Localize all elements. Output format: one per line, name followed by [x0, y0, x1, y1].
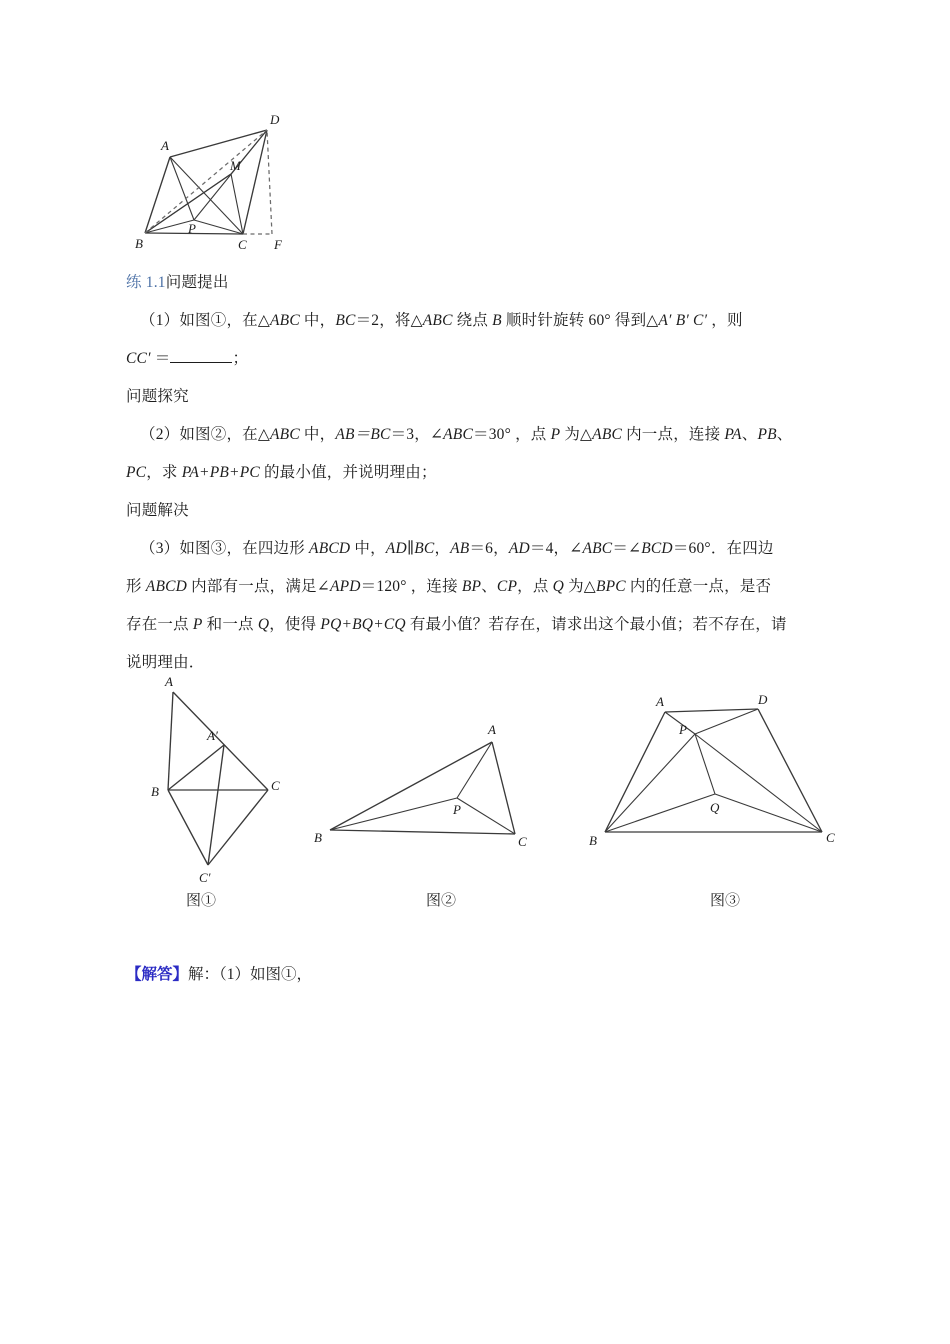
fig1-label-A-prime: A′: [207, 728, 218, 743]
fig1-label-C: C: [271, 778, 280, 793]
figure-1-rotated-triangle: [140, 672, 320, 922]
part2-line1: （2）如图②，在△ABC 中，AB＝BC＝3，∠ABC＝30° ，点 P 为△ABC 内一点，连接 PA、PB、: [140, 426, 793, 443]
fig3-label-P: P: [679, 722, 687, 737]
figure-top-label-C: C: [238, 237, 247, 252]
exercise-heading: [126, 264, 838, 302]
fig2-segment-AC: [492, 742, 515, 834]
fig1-segment-BAp: [168, 745, 224, 790]
figure-1-caption: 图①: [186, 893, 217, 909]
part1-line1: （1）如图①，在△ABC 中，BC＝2，将△ABC 绕点 B 顺时针旋转 60° 得到△A′ B′ C′ ，则: [140, 312, 743, 329]
fig2-segment-BA: [330, 742, 492, 830]
segment-PA: [170, 157, 194, 220]
fig2-label-B: B: [314, 830, 322, 845]
fig2-segment-PC: [457, 798, 515, 834]
fig1-label-C-prime: C′: [199, 870, 211, 885]
section-heading-explore: [126, 378, 838, 416]
fig3-label-C: C: [826, 830, 835, 845]
part2-line2: PC，求 PA+PB+PC 的最小值，并说明理由；: [126, 464, 437, 481]
exercise-title: 问题提出: [165, 274, 229, 291]
figure-top-quadrilateral: [110, 100, 330, 260]
figure-top-label-A: A: [161, 138, 169, 153]
figure-top-svg: [110, 100, 330, 260]
figure-top-label-P: P: [188, 221, 196, 236]
fig2-segment-PA: [457, 742, 492, 798]
part3-line4: 说明理由．: [126, 654, 205, 671]
fig3-segment-DC: [758, 709, 822, 832]
segment-MC: [231, 174, 243, 234]
exercise-number: 练 1.1: [126, 274, 166, 291]
figure-top-label-D: D: [270, 112, 280, 127]
fig1-label-B: B: [151, 784, 159, 799]
figure-top-label-M: M: [230, 158, 241, 173]
figure-2-triangle-with-P: [310, 692, 540, 922]
problem-text-block: [126, 264, 838, 682]
figure-3-svg: [580, 692, 850, 922]
fig3-label-D: D: [758, 692, 768, 707]
fig3-segment-PD: [695, 709, 758, 734]
figure-top-label-B: B: [135, 236, 143, 251]
fig3-segment-PB: [605, 734, 695, 832]
figure-3-caption: 图③: [710, 893, 741, 909]
figure-2-caption: 图②: [426, 893, 457, 909]
fig2-segment-PB: [330, 798, 457, 830]
segment-AB: [145, 157, 170, 233]
figure-2-svg: [310, 692, 540, 922]
part3-line2: 形 ABCD 内部有一点，满足∠APD＝120° ，连接 BP、CP，点 Q 为△BPC 内的任意一点，是否: [126, 578, 772, 595]
answer-text: 解：（1）如图①，: [188, 966, 313, 983]
fig3-label-B: B: [589, 833, 597, 848]
fig2-segment-BC: [330, 830, 515, 834]
fig3-label-A: A: [656, 694, 664, 709]
explore-heading-text: 问题探究: [126, 388, 189, 405]
segment-AD: [170, 130, 267, 157]
fig3-segment-AD: [665, 709, 758, 712]
fig2-label-A: A: [488, 722, 496, 737]
fig1-segment-BCp: [168, 790, 208, 865]
solve-heading-text: 问题解决: [126, 502, 189, 519]
segment-DF-dashed: [267, 130, 272, 234]
fig2-label-P: P: [453, 802, 461, 817]
fig1-segment-AB: [168, 692, 173, 790]
fig3-segment-PQ: [695, 734, 715, 794]
figure-3-trapezoid-with-P-Q: [580, 692, 850, 922]
part3-line1: （3）如图③，在四边形 ABCD 中，AD∥BC，AB＝6，AD＝4，∠ABC＝∠BCD＝60°．在四边: [140, 540, 774, 557]
part3-line3: 存在一点 P 和一点 Q，使得 PQ+BQ+CQ 有最小值？若存在，请求出这个最小值；若不存在，请: [126, 616, 787, 633]
answer-section: [126, 962, 312, 984]
section-heading-solve: [126, 492, 838, 530]
part1-line2: CC′ ＝ ；: [126, 350, 249, 367]
fig3-label-Q: Q: [710, 800, 720, 815]
answer-tag: 【解答】: [126, 966, 189, 983]
answer-blank[interactable]: [170, 362, 232, 363]
fig3-segment-PC: [695, 734, 822, 832]
figure-1-svg: [140, 672, 320, 922]
figure-top-label-F: F: [274, 237, 282, 252]
fig2-label-C: C: [518, 834, 527, 849]
fig1-label-A: A: [165, 674, 173, 689]
figures-row: [0, 672, 950, 922]
